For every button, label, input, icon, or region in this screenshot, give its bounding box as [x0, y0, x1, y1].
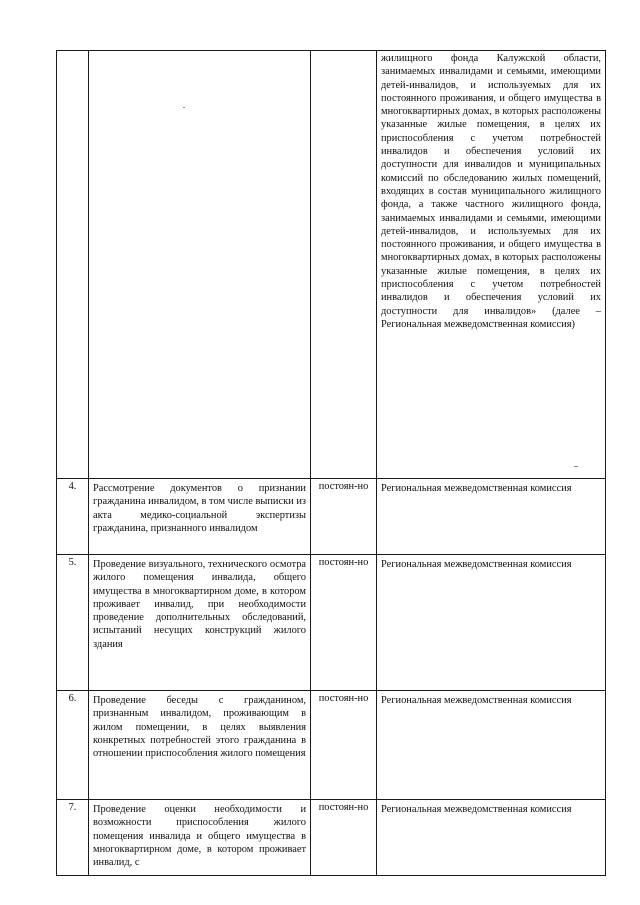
- row-responsible: Региональная межведомственная комиссия: [377, 800, 606, 876]
- table-row-continuation: [57, 51, 606, 479]
- table-row: [57, 479, 606, 555]
- row-action: Проведение беседы с гражданином, признанным инвалидом, проживающим в жилом помещении, в целях выявления конкретных потребностей этого гражданина в отношении приспособления жилого помещения: [89, 691, 311, 800]
- action-cell: [89, 51, 311, 479]
- row-action: Проведение оценки необходимости и возможности приспособления жилого помещения инвалида и общего имущества в многоквартирном доме, в котором проживает инвалид, с: [89, 800, 311, 876]
- table-row: [57, 555, 606, 691]
- row-period: постоян-но: [311, 479, 377, 555]
- row-number: 7.: [57, 800, 89, 876]
- row-action: Проведение визуального, технического осмотра жилого помещения инвалида, общего имущества в многоквартирном доме, в котором проживает инвалид, при необходимости проведение дополнительных обследований, испытаний несущих конструкций жилого здания: [89, 555, 311, 691]
- table-row: [57, 800, 606, 876]
- row-number: 4.: [57, 479, 89, 555]
- row-period: постоян-но: [311, 800, 377, 876]
- row-responsible: Региональная межведомственная комиссия: [377, 691, 606, 800]
- row-responsible: Региональная межведомственная комиссия: [377, 479, 606, 555]
- scan-speck: [574, 466, 578, 467]
- scan-speck: [183, 107, 185, 108]
- table-row: [57, 691, 606, 800]
- period-cell: [311, 51, 377, 479]
- row-number: 6.: [57, 691, 89, 800]
- number-cell: [57, 51, 89, 479]
- continuation-text: жилищного фонда Калужской области, занимаемых инвалидами и семьями, имеющими детей-инвалидов, и используемых для их постоянного проживания, и общего имущества в многоквартирных домах, в которых расположены указанные жилые помещения, в целях их приспособления с учетом потребностей инвалидов и обеспечения условий их доступности для инвалидов и муниципальных комиссий по обследованию жилых помещений, входящих в состав муниципального жилищного фонда, а также частного жилищного фонда, занимаемых инвалидами и семьями, имеющими детей-инвалидов, и используемых для их постоянного проживания, и общего имущества в многоквартирных домах, в которых расположены указанные жилые помещения, в целях их приспособления с учетом потребностей инвалидов и обеспечения условий их доступности для инвалидов» (далее – Региональная межведомственная комиссия): [377, 51, 606, 479]
- measures-table: [56, 50, 606, 876]
- row-period: постоян-но: [311, 691, 377, 800]
- row-number: 5.: [57, 555, 89, 691]
- row-action: Рассмотрение документов о признании гражданина инвалидом, в том числе выписки из акта медико-социальной экспертизы гражданина, признанного инвалидом: [89, 479, 311, 555]
- row-responsible: Региональная межведомственная комиссия: [377, 555, 606, 691]
- row-period: постоян-но: [311, 555, 377, 691]
